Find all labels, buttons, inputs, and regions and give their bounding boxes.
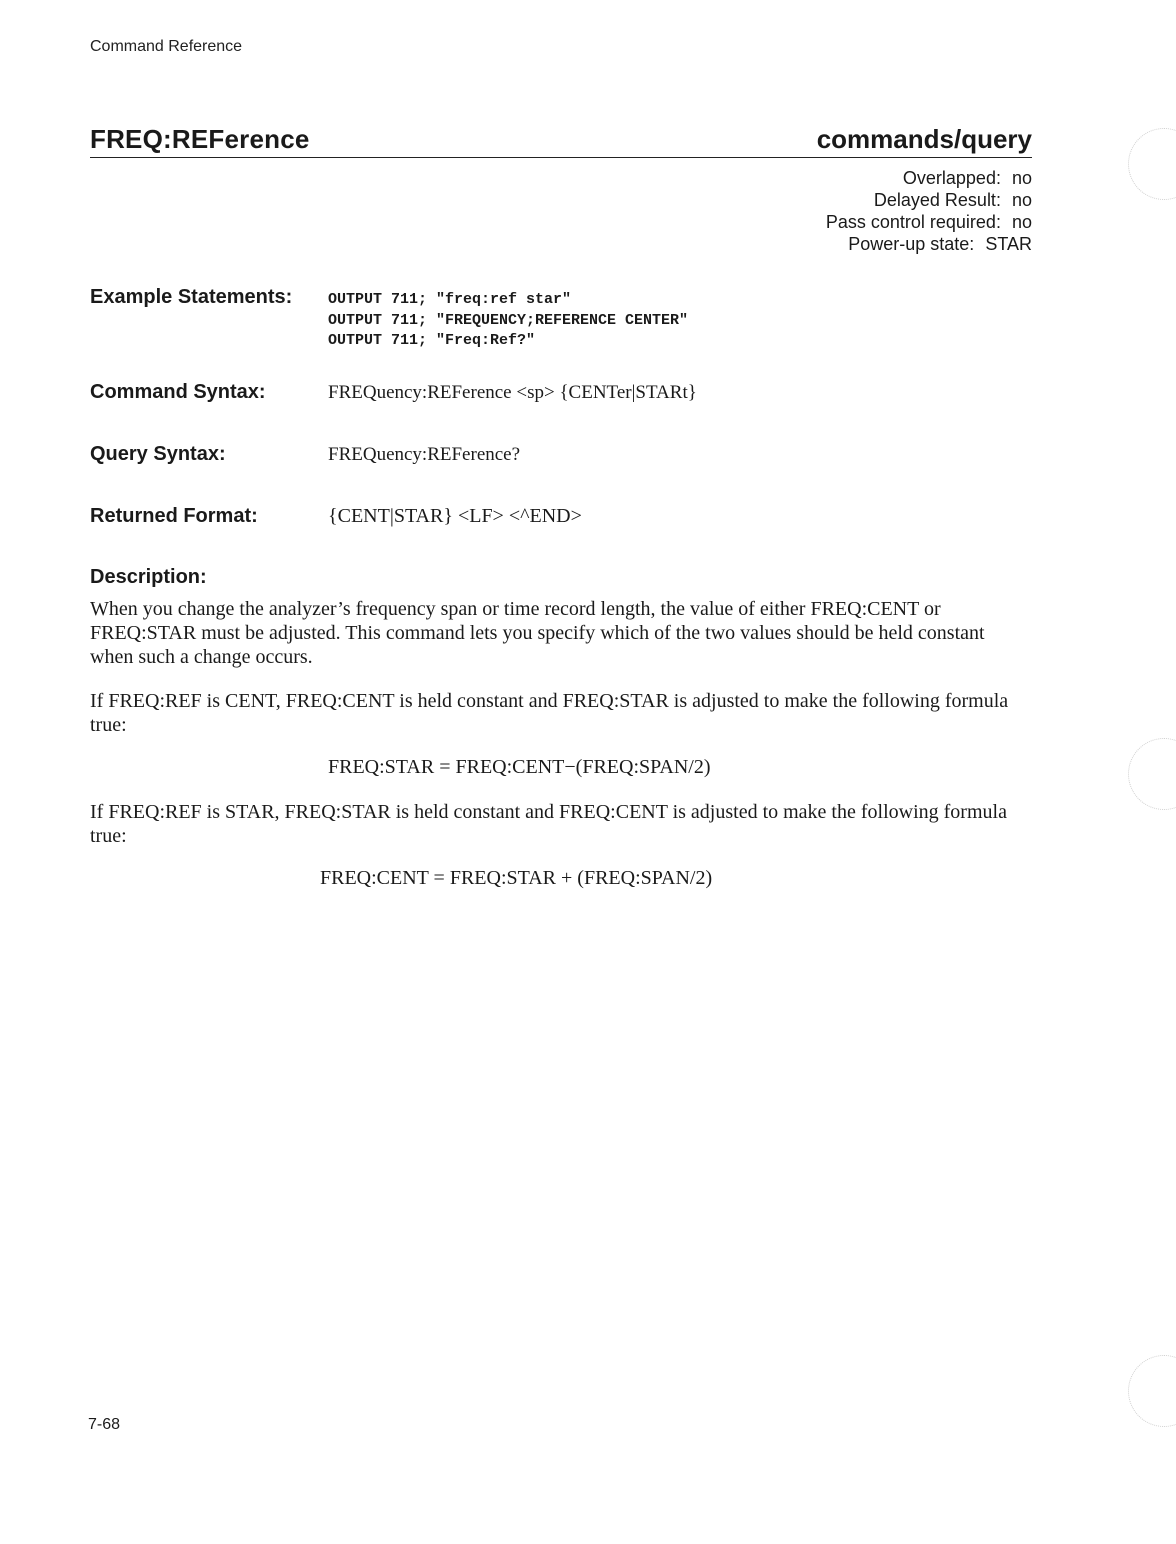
example-line: OUTPUT 711; "FREQUENCY;REFERENCE CENTER" [328,311,689,329]
property-label: Overlapped: [902,168,1001,188]
page-number: 7-68 [88,1416,121,1433]
property-overlapped [826,167,1032,189]
property-pass-control [826,211,1032,233]
example-line: OUTPUT 711; "Freq:Ref?" [328,332,536,349]
command-syntax-label: Command Syntax: [90,381,266,403]
example-statements [328,290,688,352]
command-type: commands/query [816,124,1032,154]
description-paragraph: If FREQ:REF is STAR, FREQ:STAR is held constant and FREQ:CENT is adjusted to make the following formula true: [90,801,1007,847]
property-value: STAR [985,234,1032,254]
command-name: FREQ:REFerence [90,124,310,154]
description-label: Description: [90,566,207,588]
command-properties [826,167,1032,255]
property-value: no [1011,168,1032,188]
description-paragraph: If FREQ:REF is CENT, FREQ:CENT is held constant and FREQ:STAR is adjusted to make the following formula true: [90,690,1009,736]
example-line: OUTPUT 711; "freq:ref star" [328,291,572,308]
command-title-bar [90,121,1032,158]
query-syntax-label: Query Syntax: [90,443,226,465]
returned-format-value: {CENT|STAR} <LF> <^END> [328,505,582,527]
query-syntax-value: FREQuency:REFerence? [328,444,521,465]
property-delayed-result [826,189,1032,211]
property-label: Delayed Result: [873,190,1001,210]
description-paragraph: When you change the analyzer’s frequency span or time record length, the value of either FREQ:CENT or FREQ:STAR must be adjusted. This command lets you specify which of the two values should be held constant when such a change occurs. [90,598,985,668]
property-label: Power-up state: [848,234,975,254]
property-label: Pass control required: [825,212,1001,232]
binder-hole [1128,738,1176,810]
property-power-up-state [826,233,1032,255]
binder-hole [1128,1355,1176,1427]
formula-cent: FREQ:CENT = FREQ:STAR + (FREQ:SPAN/2) [320,867,713,889]
command-syntax-value: FREQuency:REFerence <sp> {CENTer|STARt} [328,382,697,403]
returned-format-label: Returned Format: [90,505,258,527]
property-value: no [1011,190,1032,210]
binder-hole [1128,128,1176,200]
property-value: no [1011,212,1032,232]
formula-star: FREQ:STAR = FREQ:CENT−(FREQ:SPAN/2) [328,756,711,778]
running-head: Command Reference [90,38,243,55]
example-statements-label: Example Statements: [90,286,293,308]
